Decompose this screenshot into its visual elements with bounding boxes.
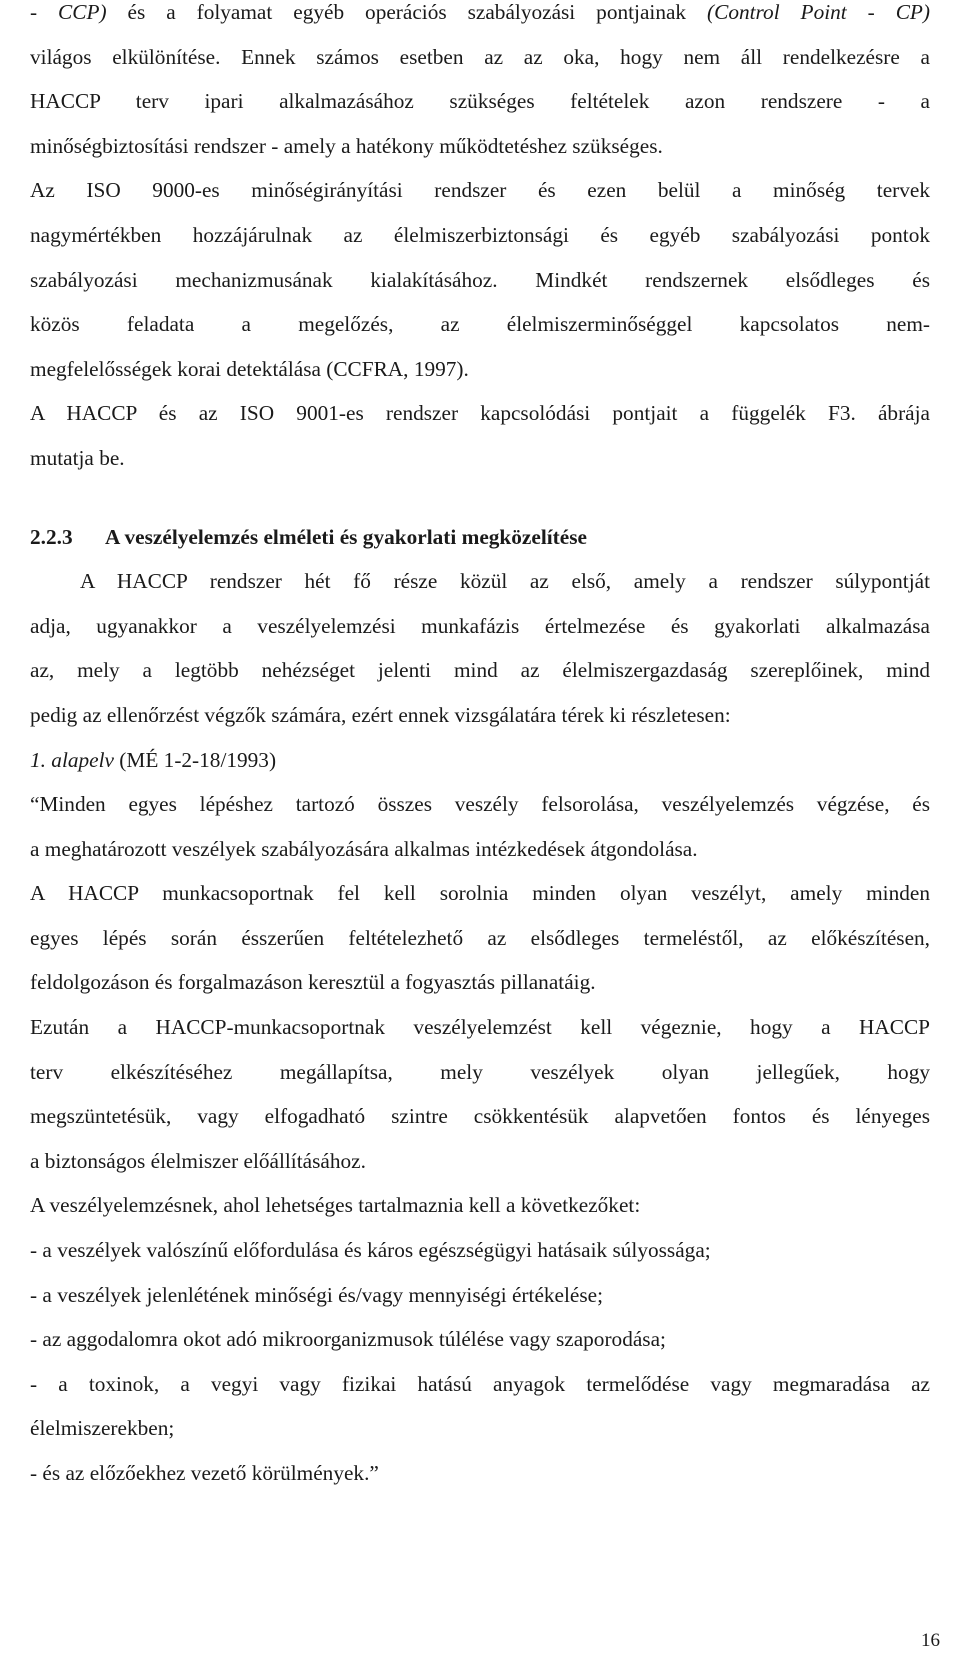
section-number: 2.2.3 bbox=[30, 524, 73, 549]
ezutan-line-2: terv elkészítéséhez megállapítsa, mely veszélyek olyan jellegűek, hogy bbox=[30, 1059, 930, 1084]
text-line-9: megfelelősségek korai detektálása (CCFRA, 1997). bbox=[30, 356, 469, 381]
analysis-intro: A veszélyelemzésnek, ahol lehetséges tartalmaznia kell a következőket: bbox=[30, 1193, 641, 1218]
principle-reference: (MÉ 1-2-18/1993) bbox=[113, 747, 277, 772]
list-item-1: - a veszélyek valószínű előfordulása és káros egészségügyi hatásaik súlyossága; bbox=[30, 1238, 711, 1263]
text-line-4: minőségbiztosítási rendszer - amely a hatékony működtetéshez szükséges. bbox=[30, 133, 663, 158]
text-line-1: - CCP) és a folyamat egyéb operációs szabályozási pontjainak (Control Point - CP) bbox=[30, 0, 930, 24]
section-title: A veszélyelemzés elméleti és gyakorlati megközelítése bbox=[105, 524, 587, 549]
haccp-line-3: feldolgozáson és forgalmazáson keresztül a fogyasztás pillanatáig. bbox=[30, 970, 596, 995]
list-item-3: - az aggodalomra okot adó mikroorganizmusok túlélése vagy szaporodása; bbox=[30, 1327, 666, 1352]
body-line-2: adja, ugyanakkor a veszélyelemzési munkafázis értelmezése és gyakorlati alkalmazása bbox=[30, 613, 930, 638]
list-item-2: - a veszélyek jelenlétének minőségi és/vagy mennyiségi értékelése; bbox=[30, 1282, 604, 1307]
text-line-3: HACCP terv ipari alkalmazásához szükséges feltételek azon rendszere - a bbox=[30, 89, 930, 114]
ezutan-line-1: Ezután a HACCP-munkacsoportnak veszélyelemzést kell végeznie, hogy a HACCP bbox=[30, 1015, 930, 1040]
list-item-4: - a toxinok, a vegyi vagy fizikai hatású anyagok termelődése vagy megmaradása az bbox=[30, 1371, 930, 1396]
list-item-4-cont: élelmiszerekben; bbox=[30, 1416, 175, 1441]
principle-line bbox=[30, 738, 930, 783]
ezutan-line-3: megszüntetésük, vagy elfogadható szintre csökkentésük alapvetően fontos és lényeges bbox=[30, 1104, 930, 1129]
page-number: 16 bbox=[921, 1630, 940, 1651]
ezutan-line-4: a biztonságos élelmiszer előállításához. bbox=[30, 1148, 366, 1173]
document-page bbox=[30, 0, 930, 1496]
text-line-8: közös feladata a megelőzés, az élelmiszerminőséggel kapcsolatos nem- bbox=[30, 312, 930, 337]
body-line-4: pedig az ellenőrzést végzők számára, ezért ennek vizsgálatára térek ki részletesen: bbox=[30, 702, 731, 727]
text-line-7: szabályozási mechanizmusának kialakításához. Mindkét rendszernek elsődleges és bbox=[30, 267, 930, 292]
text-line-11: mutatja be. bbox=[30, 445, 125, 470]
text-line-6: nagymértékben hozzájárulnak az élelmiszerbiztonsági és egyéb szabályozási pontok bbox=[30, 222, 930, 247]
haccp-line-2: egyes lépés során ésszerűen feltételezhető az elsődleges termeléstől, az előkészítésen, bbox=[30, 925, 930, 950]
quote-line-2: a meghatározott veszélyek szabályozására alkalmas intézkedések átgondolása. bbox=[30, 836, 698, 861]
quote-line-1: “Minden egyes lépéshez tartozó összes veszély felsorolása, veszélyelemzés végzése, és bbox=[30, 792, 930, 817]
text-line-5: Az ISO 9000-es minőségirányítási rendszer és ezen belül a minőség tervek bbox=[30, 178, 930, 203]
list-item-5: - és az előzőekhez vezető körülmények.” bbox=[30, 1461, 379, 1485]
body-line-3: az, mely a legtöbb nehézséget jelenti mind az élelmiszergazdaság szereplőinek, mind bbox=[30, 658, 930, 683]
text-line-2: világos elkülönítése. Ennek számos esetben az az oka, hogy nem áll rendelkezésre a bbox=[30, 44, 930, 69]
section-heading bbox=[30, 515, 930, 560]
text-line-10: A HACCP és az ISO 9001-es rendszer kapcsolódási pontjait a függelék F3. ábrája bbox=[30, 401, 930, 426]
body-line-1: A HACCP rendszer hét fő része közül az első, amely a rendszer súlypontját bbox=[80, 569, 930, 594]
principle-label: 1. alapelv bbox=[30, 747, 114, 772]
haccp-line-1: A HACCP munkacsoportnak fel kell sorolnia minden olyan veszélyt, amely minden bbox=[30, 881, 930, 906]
